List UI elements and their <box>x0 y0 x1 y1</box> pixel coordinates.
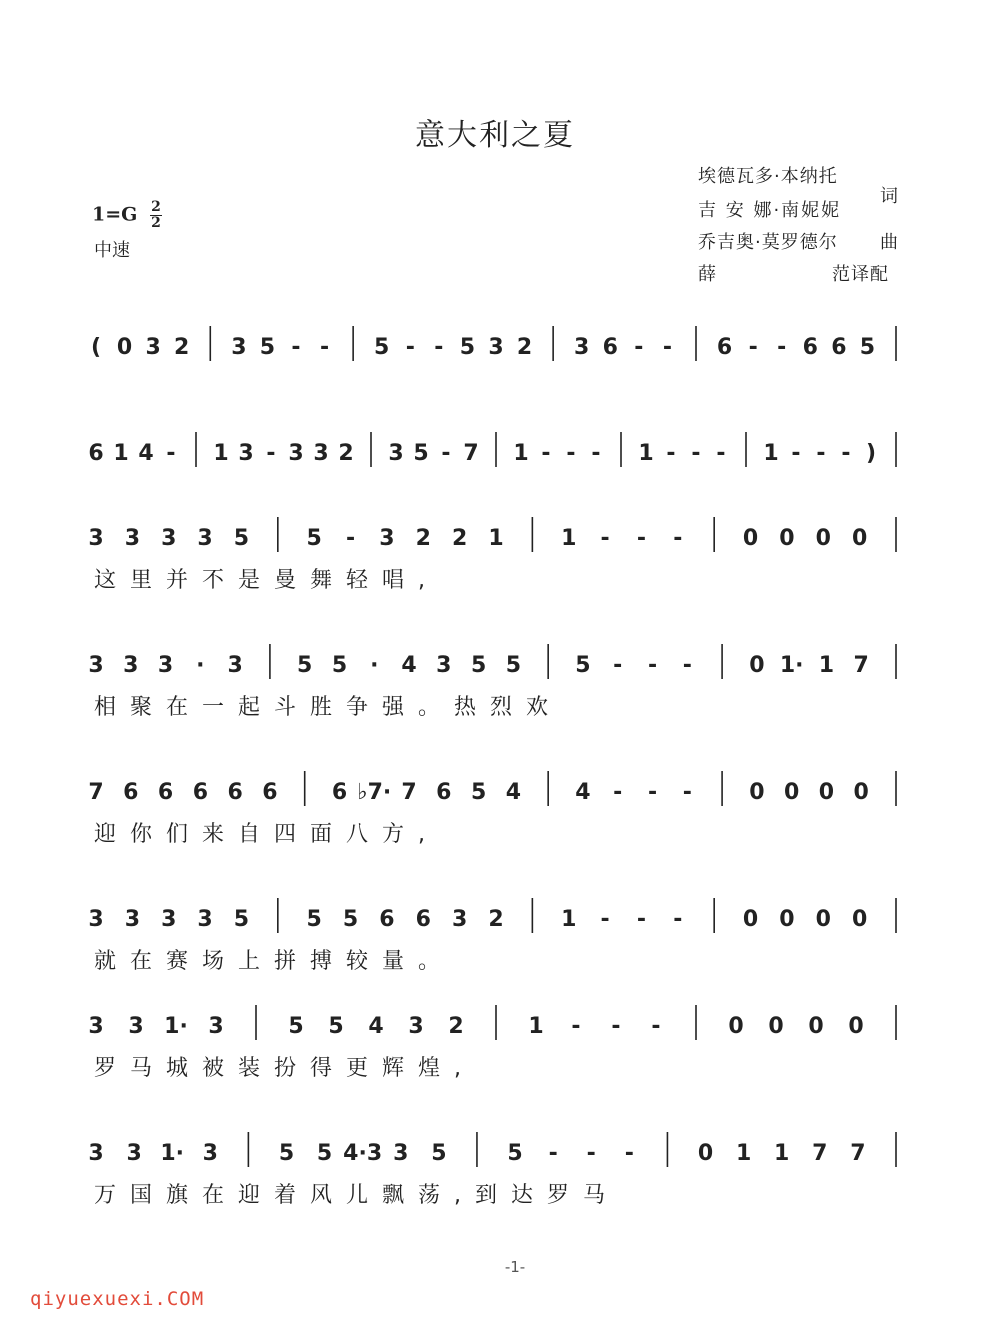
translator-surname: 薛 <box>698 264 717 285</box>
note: 5 <box>505 653 522 678</box>
extension-dash: - <box>434 335 444 360</box>
notation-system-8 <box>0 1112 990 1182</box>
extension-dash: - <box>716 441 726 466</box>
lyricist-1: 埃德瓦多·本纳托 <box>698 166 838 187</box>
extension-dash: - <box>647 653 658 678</box>
extension-dash: - <box>636 907 647 932</box>
note: · <box>196 653 205 678</box>
note: 1 <box>735 1141 752 1166</box>
lyric-line-3: 这里并不是曼舞轻唱, <box>94 568 439 593</box>
note: 3 <box>231 335 247 360</box>
notation-system-3 <box>0 497 990 567</box>
extension-dash: - <box>777 335 787 360</box>
note: 3 <box>202 1141 218 1166</box>
song-title: 意大利之夏 <box>415 118 575 153</box>
translator-role: 范译配 <box>832 264 889 285</box>
extension-dash: - <box>166 441 176 466</box>
extension-dash: - <box>613 653 623 678</box>
note: 0 <box>779 907 795 932</box>
note: 1 <box>488 526 504 551</box>
extension-dash: - <box>673 907 683 932</box>
note: 3 <box>488 335 504 360</box>
notation-system-1 <box>0 306 990 376</box>
time-signature-bottom: 2 <box>151 215 161 231</box>
key-label: 1=G <box>92 203 138 226</box>
lyric-line-7: 罗马城被装扮得更辉煌, <box>94 1056 475 1081</box>
note: 7 <box>463 441 479 466</box>
extension-dash: - <box>320 335 330 360</box>
note: 4·3 <box>343 1141 383 1166</box>
note: 5 <box>233 526 250 551</box>
extension-dash: - <box>682 653 692 678</box>
note: 7 <box>850 1141 866 1166</box>
note: 2 <box>451 526 468 551</box>
extension-dash: - <box>586 1141 596 1166</box>
note: 1 <box>638 441 654 466</box>
note: 0 <box>818 780 835 805</box>
extension-dash: - <box>600 907 610 932</box>
note: 5 <box>575 653 591 678</box>
note: 3 <box>208 1014 224 1039</box>
note: 1· <box>160 1141 185 1166</box>
extension-dash: - <box>548 1141 558 1166</box>
note: 0 <box>853 780 869 805</box>
note: 5 <box>507 1141 523 1166</box>
note: 5 <box>306 526 322 551</box>
note: 3 <box>197 526 213 551</box>
extension-dash: - <box>441 441 451 466</box>
note: ♭7· <box>357 780 392 805</box>
note: 1 <box>113 441 129 466</box>
note: 5 <box>470 653 487 678</box>
note: 6 <box>123 780 139 805</box>
note: 5 <box>259 335 276 360</box>
note: 3 <box>238 441 254 466</box>
note: 4 <box>505 780 522 805</box>
note: 6 <box>415 907 431 932</box>
note: 6 <box>831 335 847 360</box>
note: 6 <box>379 907 395 932</box>
lyric-line-4: 相聚在一起斗胜争强。热烈欢 <box>94 695 563 720</box>
note: 5 <box>331 653 348 678</box>
extension-dash: - <box>748 335 758 360</box>
lyric-line-6: 就在赛场上拼搏较量。 <box>94 949 455 974</box>
note: 2 <box>415 526 431 551</box>
note: 0 <box>749 653 765 678</box>
note: 3 <box>574 335 590 360</box>
note: 3 <box>88 653 104 678</box>
note: 5 <box>233 907 250 932</box>
note: 6 <box>227 780 243 805</box>
note: 3 <box>126 1141 142 1166</box>
note: 0 <box>116 335 133 360</box>
note: 5 <box>459 335 476 360</box>
note: 0 <box>728 1014 744 1039</box>
note: 3 <box>88 1014 104 1039</box>
note: 2 <box>448 1014 464 1039</box>
note: 0 <box>815 526 831 551</box>
note: 7 <box>853 653 869 678</box>
tempo-marking: 中速 <box>94 240 130 261</box>
time-signature-top: 2 <box>151 199 161 215</box>
note: 3 <box>393 1141 409 1166</box>
extension-dash: - <box>691 441 701 466</box>
extension-dash: - <box>571 1014 581 1039</box>
page-number: -1- <box>504 1258 526 1276</box>
notation-system-4 <box>0 624 990 694</box>
note: 3 <box>227 653 243 678</box>
note: 3 <box>145 335 161 360</box>
note: 2 <box>488 907 504 932</box>
note: 0 <box>808 1014 824 1039</box>
extension-dash: - <box>291 335 301 360</box>
note: 6 <box>602 335 618 360</box>
extension-dash: - <box>591 441 601 466</box>
note: 6 <box>716 335 733 360</box>
extension-dash: - <box>600 526 610 551</box>
note: 5 <box>470 780 487 805</box>
note: 3 <box>88 1141 104 1166</box>
note: ( <box>90 335 102 360</box>
extension-dash: - <box>613 780 623 805</box>
extension-dash: - <box>624 1141 634 1166</box>
note: 4 <box>368 1014 384 1039</box>
note: 5 <box>431 1141 447 1166</box>
note: 3 <box>197 907 213 932</box>
note: 0 <box>779 526 795 551</box>
notation-system-6 <box>0 878 990 948</box>
extension-dash: - <box>405 335 415 360</box>
note: 0 <box>749 780 765 805</box>
extension-dash: - <box>611 1014 621 1039</box>
note: 5 <box>859 335 876 360</box>
extension-dash: - <box>345 526 356 551</box>
lyric-line-5: 迎你们来自四面八方, <box>94 822 439 847</box>
time-signature <box>150 200 162 231</box>
note: 0 <box>783 780 800 805</box>
note: 3 <box>313 441 329 466</box>
extension-dash: - <box>662 335 672 360</box>
extension-dash: - <box>266 441 276 466</box>
key-signature <box>92 200 162 231</box>
extension-dash: - <box>647 780 658 805</box>
note: 0 <box>742 526 759 551</box>
note: 1 <box>561 526 577 551</box>
note: 6 <box>88 441 104 466</box>
note: 5 <box>374 335 390 360</box>
note: 4 <box>138 441 154 466</box>
extension-dash: - <box>636 526 647 551</box>
lyric-role: 词 <box>880 186 899 207</box>
note: 3 <box>161 907 177 932</box>
note: 2 <box>174 335 190 360</box>
note: 5 <box>278 1141 295 1166</box>
composer-role: 曲 <box>880 232 899 253</box>
note: 0 <box>697 1141 714 1166</box>
extension-dash: - <box>566 441 576 466</box>
note: 4 <box>401 653 417 678</box>
note: ) <box>865 441 877 466</box>
note: 6 <box>802 335 818 360</box>
note: 3 <box>88 907 104 932</box>
note: 3 <box>128 1014 144 1039</box>
note: · <box>370 653 379 678</box>
extension-dash: - <box>651 1014 661 1039</box>
note: 5 <box>328 1014 344 1039</box>
extension-dash: - <box>541 441 551 466</box>
extension-dash: - <box>634 335 644 360</box>
note: 5 <box>306 907 322 932</box>
note: 2 <box>516 335 533 360</box>
extension-dash: - <box>673 526 683 551</box>
note: 7 <box>88 780 104 805</box>
note: 6 <box>262 780 278 805</box>
note: 6 <box>436 780 452 805</box>
note: 1 <box>818 653 835 678</box>
note: 2 <box>338 441 354 466</box>
note: 3 <box>451 907 468 932</box>
extension-dash: - <box>816 441 826 466</box>
extension-dash: - <box>791 441 801 466</box>
notation-system-7 <box>0 985 990 1055</box>
note: 1· <box>779 653 804 678</box>
composer: 乔吉奥·莫罗德尔 <box>698 232 838 253</box>
note: 3 <box>379 526 395 551</box>
note: 6 <box>192 780 209 805</box>
note: 0 <box>851 907 868 932</box>
note: 0 <box>768 1014 784 1039</box>
note: 3 <box>436 653 452 678</box>
note: 1 <box>528 1014 544 1039</box>
note: 7 <box>812 1141 828 1166</box>
note: 1 <box>513 441 529 466</box>
note: 5 <box>413 441 429 466</box>
note: 3 <box>161 526 177 551</box>
notation-system-2 <box>0 412 990 482</box>
note: 7 <box>401 780 417 805</box>
lyricist-2: 吉 安 娜·南妮妮 <box>698 200 842 221</box>
note: 5 <box>342 907 359 932</box>
site-watermark: qiyuexuexi.COM <box>30 1288 205 1310</box>
note: 3 <box>388 441 404 466</box>
note: 3 <box>408 1014 424 1039</box>
note: 3 <box>124 526 141 551</box>
note: 3 <box>288 441 304 466</box>
note: 3 <box>157 653 174 678</box>
note: 0 <box>742 907 759 932</box>
note: 6 <box>331 780 348 805</box>
note: 1 <box>774 1141 790 1166</box>
notation-system-5 <box>0 751 990 821</box>
note: 1 <box>213 441 229 466</box>
note: 3 <box>123 653 139 678</box>
extension-dash: - <box>666 441 676 466</box>
lyric-line-8: 万国旗在迎着风儿飘荡,到达罗马 <box>94 1183 619 1208</box>
note: 3 <box>124 907 141 932</box>
extension-dash: - <box>841 441 851 466</box>
note: 5 <box>297 653 313 678</box>
note: 0 <box>851 526 868 551</box>
note: 1 <box>561 907 577 932</box>
note: 5 <box>316 1141 333 1166</box>
note: 4 <box>575 780 591 805</box>
note: 5 <box>288 1014 304 1039</box>
note: 1 <box>763 441 779 466</box>
note: 3 <box>88 526 104 551</box>
note: 0 <box>848 1014 864 1039</box>
note: 0 <box>815 907 831 932</box>
extension-dash: - <box>682 780 692 805</box>
note: 6 <box>157 780 174 805</box>
note: 1· <box>164 1014 188 1039</box>
